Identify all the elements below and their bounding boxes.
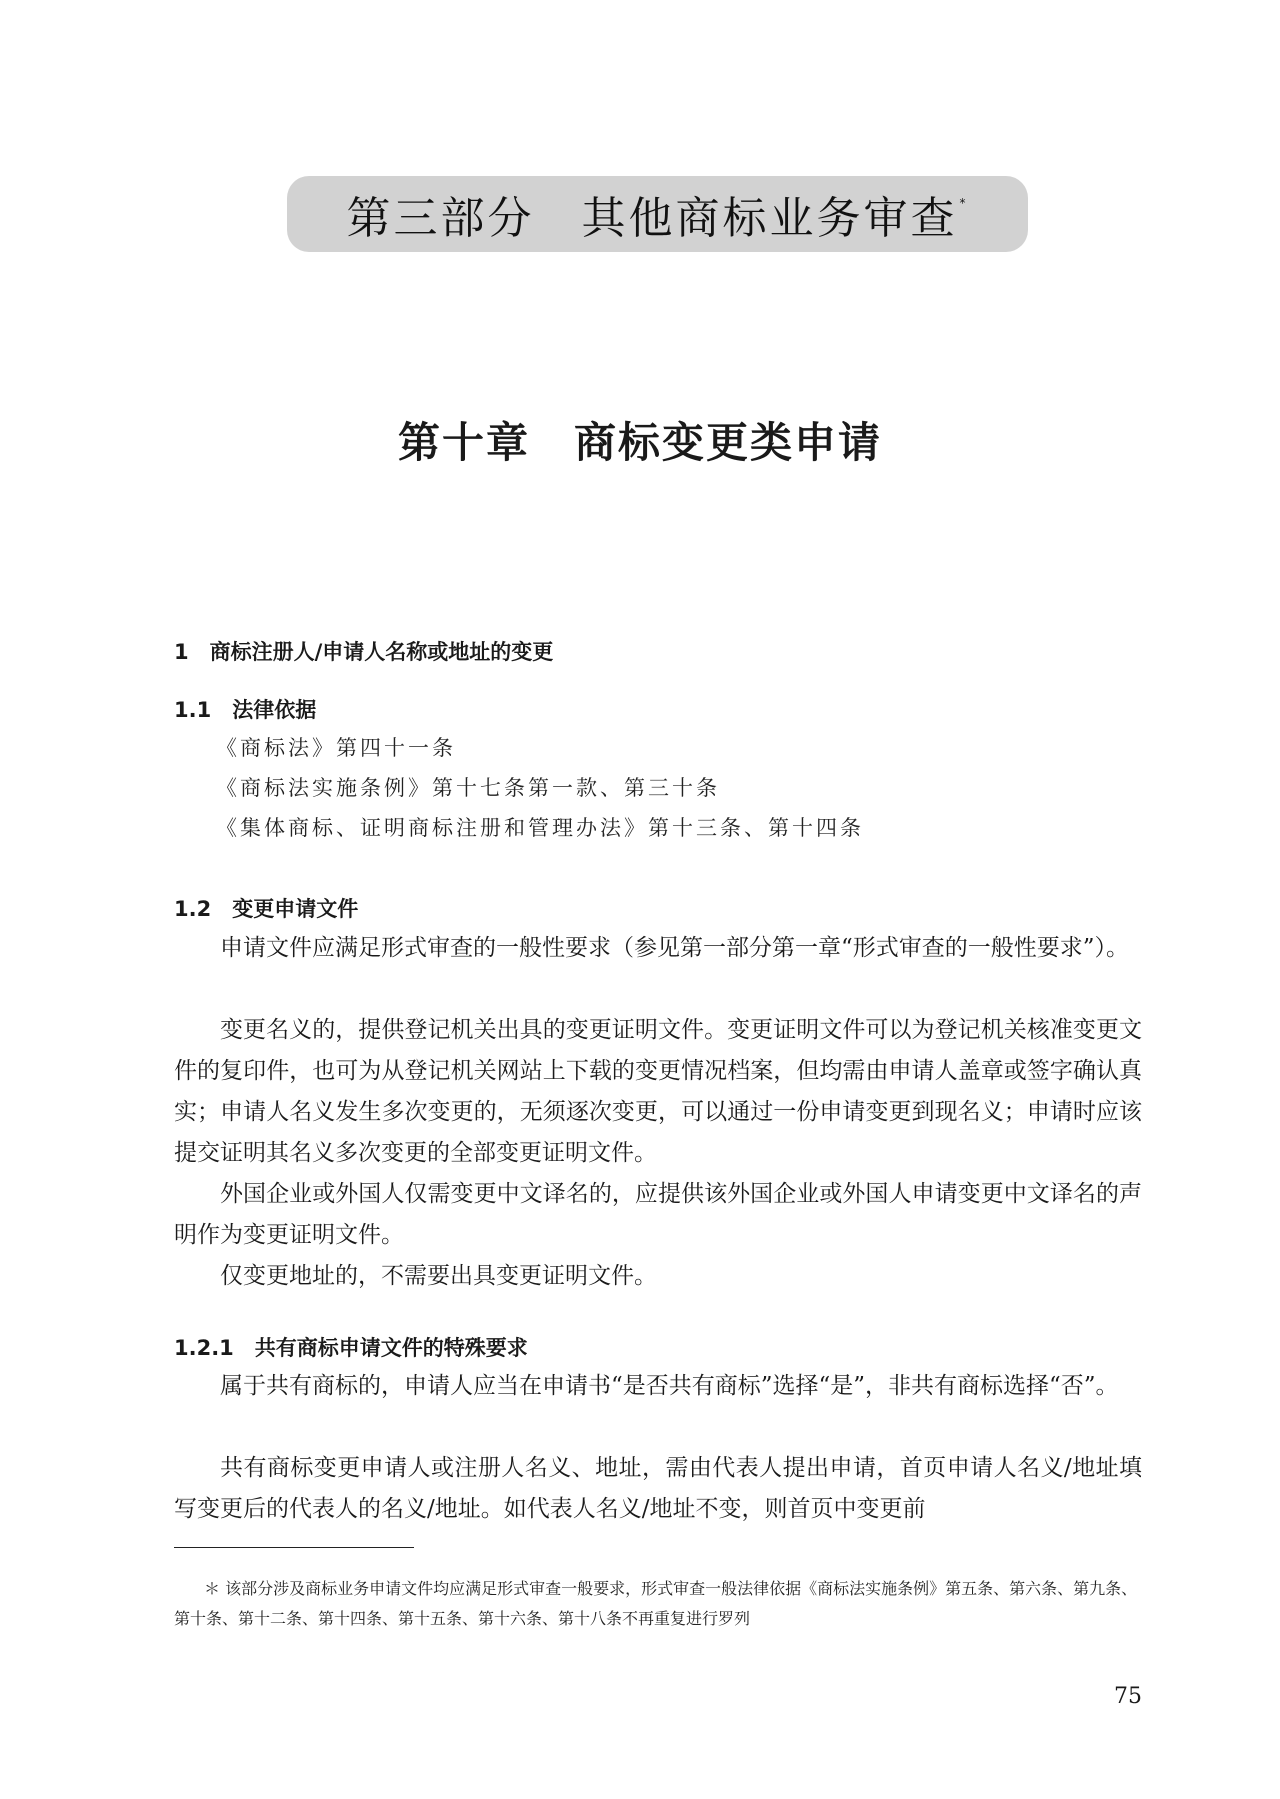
footnote-marker: * <box>959 196 969 210</box>
footnote: ＊ 该部分涉及商标业务申请文件均应满足形式审查一般要求，形式审查一般法律依据《商标法实施条例》第五条、第六条、第九条、第十条、第十二条、第十四条、第十五条、第十六条、第十八条不再重复进行罗列 <box>174 1579 1138 1628</box>
section-1-2-1-heading: 1.2.1 共有商标申请文件的特殊要求 <box>174 1336 528 1360</box>
body-paragraph: 属于共有商标的，申请人应当在申请书“是否共有商标”选择“是”，非共有商标选择“否”。 <box>220 1373 1119 1399</box>
legal-basis-item: 《集体商标、证明商标注册和管理办法》第十三条、第十四条 <box>216 816 864 840</box>
legal-basis-item: 《商标法实施条例》第十七条第一款、第三十条 <box>216 776 720 800</box>
body-paragraph: 共有商标变更申请人或注册人名义、地址，需由代表人提出申请，首页申请人名义/地址填写变更后的代表人的名义/地址。如代表人名义/地址不变，则首页中变更前 <box>174 1455 1142 1522</box>
section-1-2-heading: 1.2 变更申请文件 <box>174 897 359 921</box>
section-1-heading: 1 商标注册人/申请人名称或地址的变更 <box>174 640 554 664</box>
part-title: 第三部分 其他商标业务审查 * <box>346 193 969 244</box>
section-1-1-heading: 1.1 法律依据 <box>174 698 317 722</box>
page-number: 75 <box>1114 1684 1142 1709</box>
body-paragraph: 外国企业或外国人仅需变更中文译名的，应提供该外国企业或外国人申请变更中文译名的声明作为变更证明文件。 <box>174 1181 1142 1248</box>
body-paragraph: 仅变更地址的，不需要出具变更证明文件。 <box>220 1263 657 1289</box>
body-paragraph: 变更名义的，提供登记机关出具的变更证明文件。变更证明文件可以为登记机关核准变更文件的复印件，也可为从登记机关网站上下载的变更情况档案，但均需由申请人盖章或签字确认真实；申请人名义发生多次变更的，无须逐次变更，可以通过一份申请变更到现名义；申请时应该提交证明其名义多次变更的全部变更证明文件。 <box>174 1017 1142 1166</box>
chapter-title: 第十章 商标变更类申请 <box>397 418 882 467</box>
footnote-divider <box>174 1547 414 1548</box>
part-banner <box>287 176 1028 252</box>
legal-basis-item: 《商标法》第四十一条 <box>216 736 456 760</box>
body-paragraph: 申请文件应满足形式审查的一般性要求（参见第一部分第一章“形式审查的一般性要求”）。 <box>220 935 1130 961</box>
